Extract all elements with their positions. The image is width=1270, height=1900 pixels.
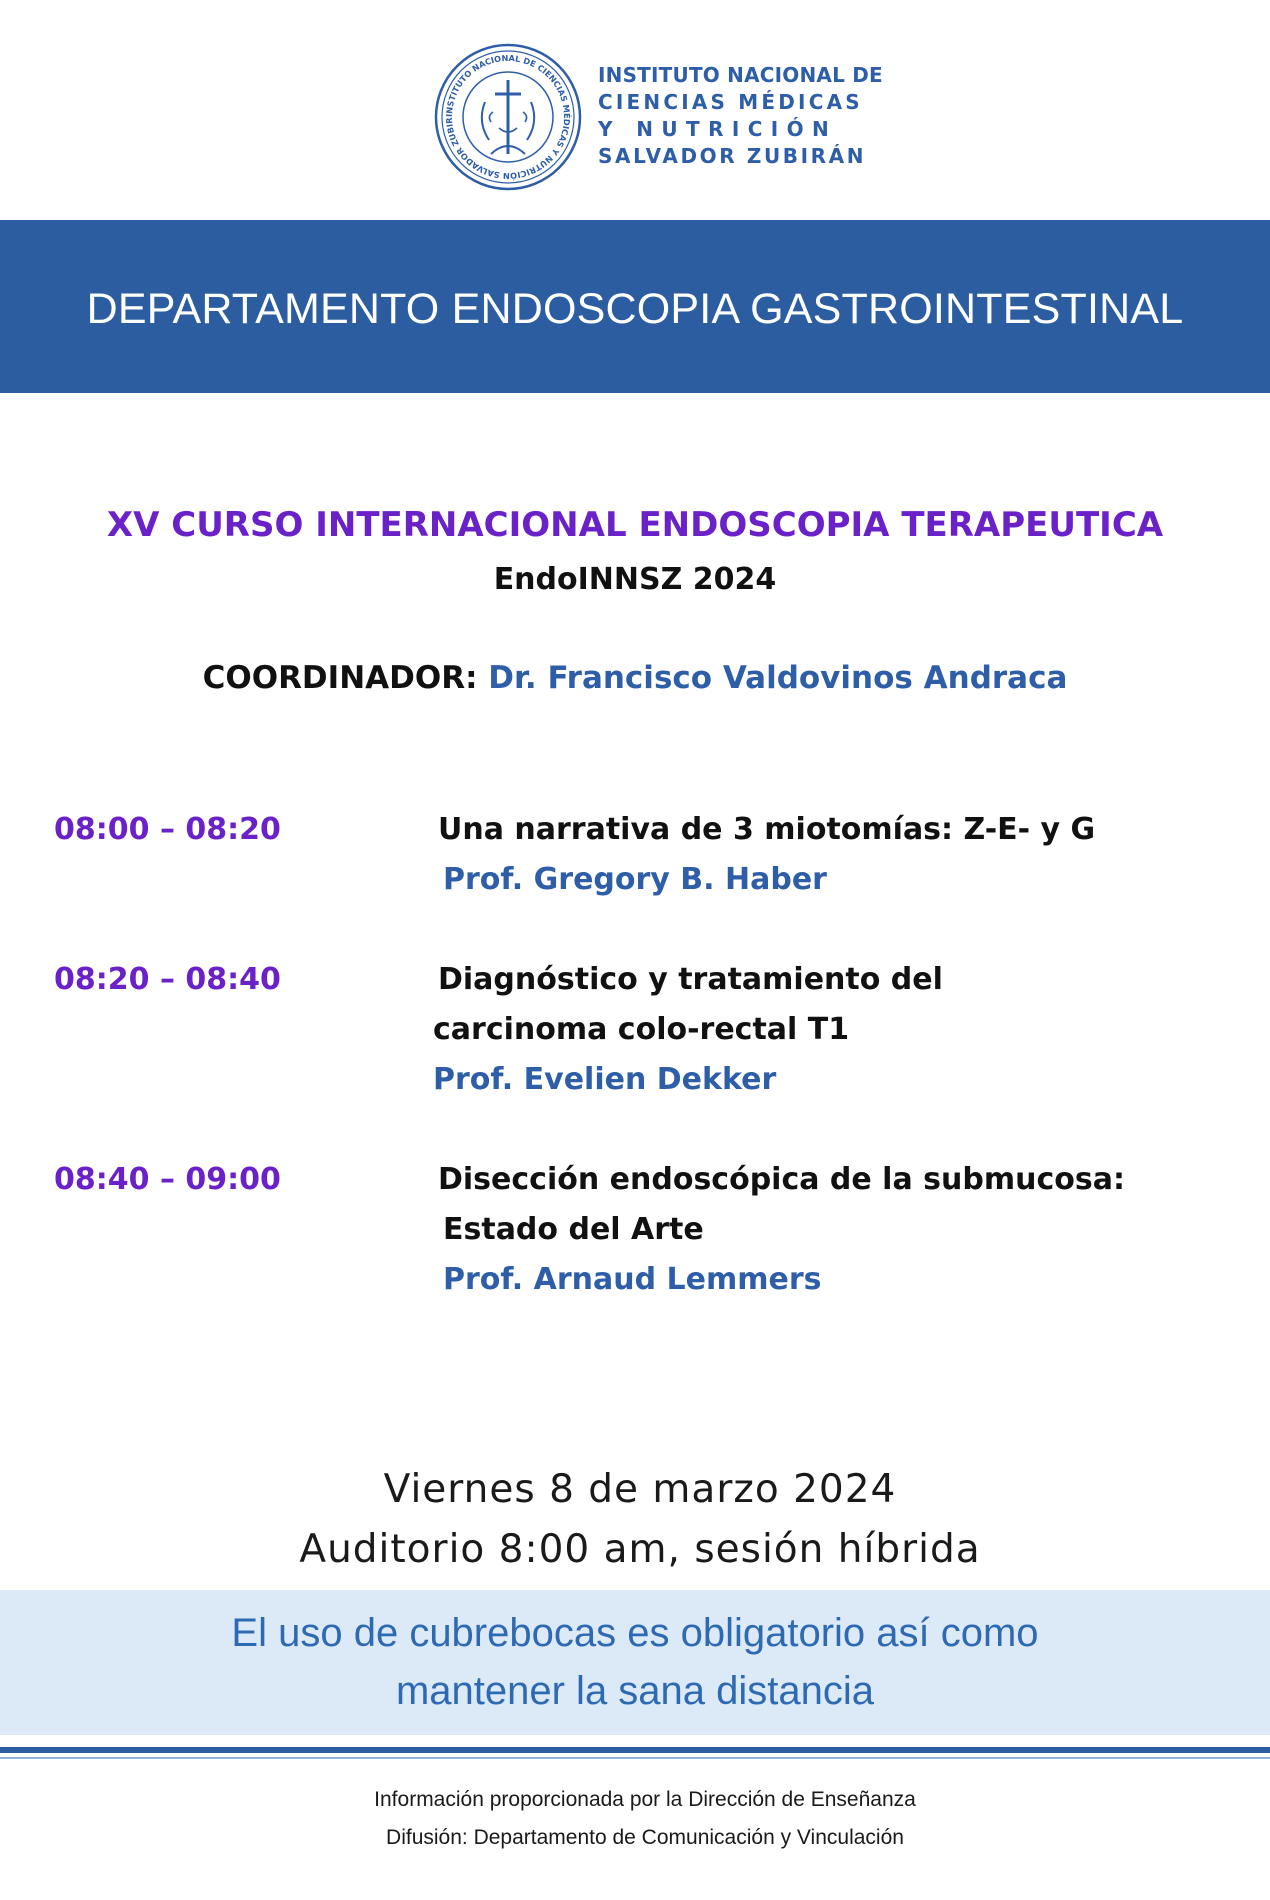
program-talk-title-cont: Estado del Arte — [443, 1212, 704, 1247]
institute-name-line-2: CIENCIAS MÉDICAS — [598, 90, 863, 114]
program-speaker: Prof. Evelien Dekker — [433, 1062, 777, 1097]
course-title: XV CURSO INTERNACIONAL ENDOSCOPIA TERAPEUTICA — [106, 505, 1164, 545]
program-talk-title-cont: carcinoma colo-rectal T1 — [433, 1012, 850, 1047]
divider-thick — [0, 1747, 1270, 1753]
health-notice-box — [0, 1590, 1270, 1735]
program-speaker: Prof. Gregory B. Haber — [443, 862, 827, 897]
department-banner — [0, 220, 1270, 393]
program-talk-title: Disección endoscópica de la submucosa: — [438, 1162, 1125, 1197]
program-time: 08:00 – 08:20 — [54, 812, 281, 847]
divider-thin — [0, 1757, 1270, 1759]
course-subtitle: EndoINNSZ 2024 — [493, 562, 777, 597]
institute-name — [598, 62, 883, 170]
coordinator-label: COORDINADOR: — [202, 660, 478, 696]
program-time: 08:40 – 09:00 — [54, 1162, 281, 1197]
institute-name-line-3: Y NUTRICIÓN — [598, 117, 838, 141]
program-talk-title: Una narrativa de 3 miotomías: Z-E- y G — [438, 812, 1096, 847]
health-notice-text — [0, 1604, 1270, 1720]
institute-seal-logo — [433, 42, 583, 192]
program-talk-title: Diagnóstico y tratamiento del — [438, 962, 943, 997]
institute-name-line-4: SALVADOR ZUBIRÁN — [598, 144, 867, 168]
health-notice-line-2: mantener la sana distancia — [395, 1669, 875, 1713]
program-speaker: Prof. Arnaud Lemmers — [443, 1262, 822, 1297]
event-venue: Auditorio 8:00 am, sesión híbrida — [299, 1527, 981, 1572]
department-title: DEPARTAMENTO ENDOSCOPIA GASTROINTESTINAL — [86, 285, 1184, 333]
event-date: Viernes 8 de marzo 2024 — [383, 1467, 897, 1512]
coordinator-line — [0, 660, 1270, 696]
footer-diffusion-line: Difusión: Departamento de Comunicación y Vinculación — [386, 1826, 904, 1849]
health-notice-line-1: El uso de cubrebocas es obligatorio así como — [231, 1611, 1039, 1655]
footer-source-line: Información proporcionada por la Dirección de Enseñanza — [374, 1788, 916, 1811]
seal-ring-text: INSTITUTO NACIONAL DE CIENCIAS MÉDICAS Y NUTRICIÓN SALVADOR ZUBIR — [443, 52, 573, 182]
program-time: 08:20 – 08:40 — [54, 962, 281, 997]
institute-name-line-1: INSTITUTO NACIONAL DE — [598, 63, 883, 87]
coordinator-name: Dr. Francisco Valdovinos Andraca — [488, 660, 1068, 696]
